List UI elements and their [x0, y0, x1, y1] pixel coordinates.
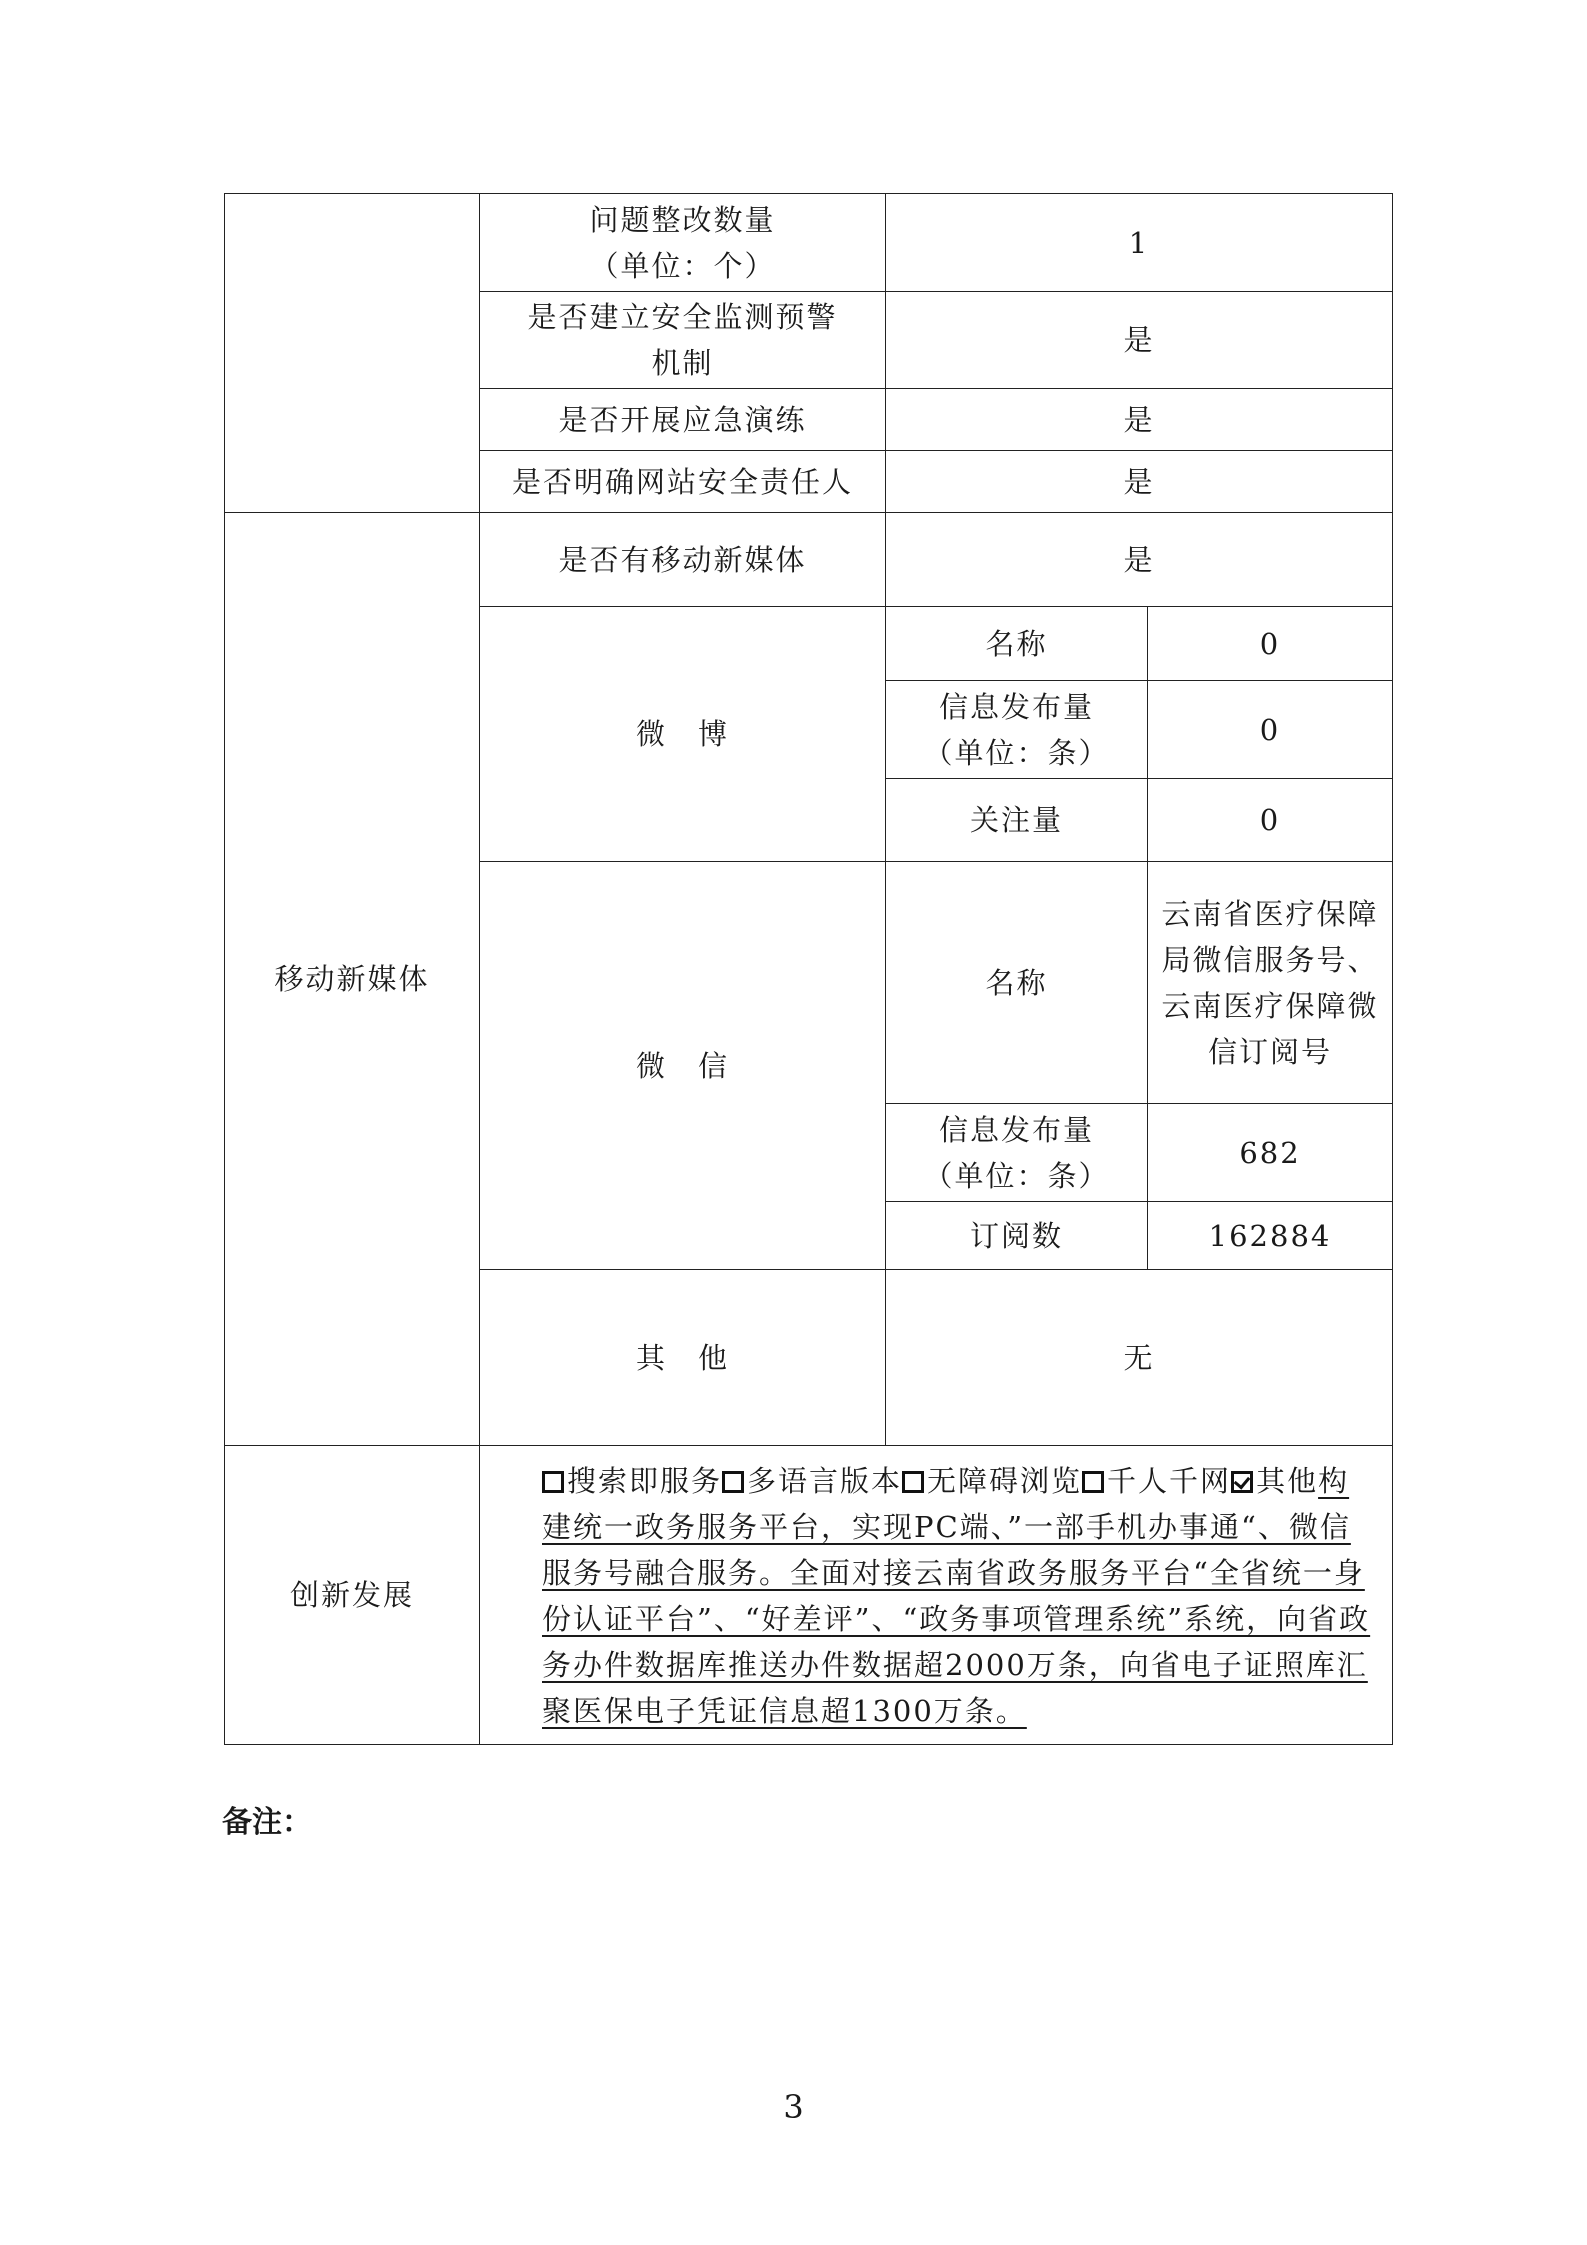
monitoring-mechanism-label: 是否建立安全监测预警 机制 [480, 292, 886, 389]
wechat-subscribers-value: 162884 [1148, 1202, 1393, 1270]
report-table [224, 193, 1393, 1745]
weibo-label: 微 博 [480, 607, 886, 862]
wechat-posts-label: 信息发布量 （单位：条） [886, 1104, 1148, 1202]
innovation-description: 构建统一政务服务平台，实现PC端、”一部手机办事通“、微信服务号融合服务。全面对接云南省政务服务平台“全省统一身份认证平台”、“好差评”、“政务事项管理系统”系统，向省政务办件数据库推送办件数据超2000万条，向省电子证照库汇聚医保电子凭证信息超1300万条。 [542, 1464, 1371, 1728]
problem-fix-count-value: 1 [886, 194, 1393, 292]
emergency-drill-label: 是否开展应急演练 [480, 389, 886, 451]
other-media-value: 无 [886, 1270, 1393, 1446]
wechat-label: 微 信 [480, 862, 886, 1270]
innovation-option-search: 搜索即服务 [542, 1464, 722, 1498]
has-new-media-label: 是否有移动新媒体 [480, 513, 886, 607]
weibo-posts-label: 信息发布量 （单位：条） [886, 681, 1148, 779]
checkbox-checked-icon [1231, 1471, 1253, 1493]
security-category-cell [225, 194, 480, 513]
table-row [225, 1446, 1393, 1745]
table-row [225, 194, 1393, 292]
innovation-content [480, 1446, 1393, 1745]
table-row [225, 513, 1393, 607]
weibo-posts-value: 0 [1148, 681, 1393, 779]
monitoring-mechanism-value: 是 [886, 292, 1393, 389]
innovation-option-multilang: 多语言版本 [722, 1464, 902, 1498]
innovation-option-other: 其他 [1231, 1464, 1318, 1498]
checkbox-icon [722, 1471, 744, 1493]
problem-fix-count-label: 问题整改数量 （单位：个） [480, 194, 886, 292]
innovation-category: 创新发展 [225, 1446, 480, 1745]
mobile-media-category: 移动新媒体 [225, 513, 480, 1446]
weibo-name-label: 名称 [886, 607, 1148, 681]
checkbox-icon [1082, 1471, 1104, 1493]
has-new-media-value: 是 [886, 513, 1393, 607]
weibo-followers-value: 0 [1148, 779, 1393, 862]
emergency-drill-value: 是 [886, 389, 1393, 451]
weibo-followers-label: 关注量 [886, 779, 1148, 862]
checkbox-icon [542, 1471, 564, 1493]
security-owner-value: 是 [886, 451, 1393, 513]
note-label: 备注： [222, 1805, 312, 1840]
other-media-label: 其 他 [480, 1270, 886, 1446]
page-number: 3 [783, 2088, 804, 2126]
wechat-name-label: 名称 [886, 862, 1148, 1104]
wechat-posts-value: 682 [1148, 1104, 1393, 1202]
checkbox-icon [902, 1471, 924, 1493]
security-owner-label: 是否明确网站安全责任人 [480, 451, 886, 513]
wechat-name-value: 云南省医疗保障局微信服务号、云南医疗保障微信订阅号 [1148, 862, 1393, 1104]
innovation-option-personalized: 千人千网 [1082, 1464, 1231, 1498]
innovation-option-accessibility: 无障碍浏览 [902, 1464, 1082, 1498]
weibo-name-value: 0 [1148, 607, 1393, 681]
wechat-subscribers-label: 订阅数 [886, 1202, 1148, 1270]
